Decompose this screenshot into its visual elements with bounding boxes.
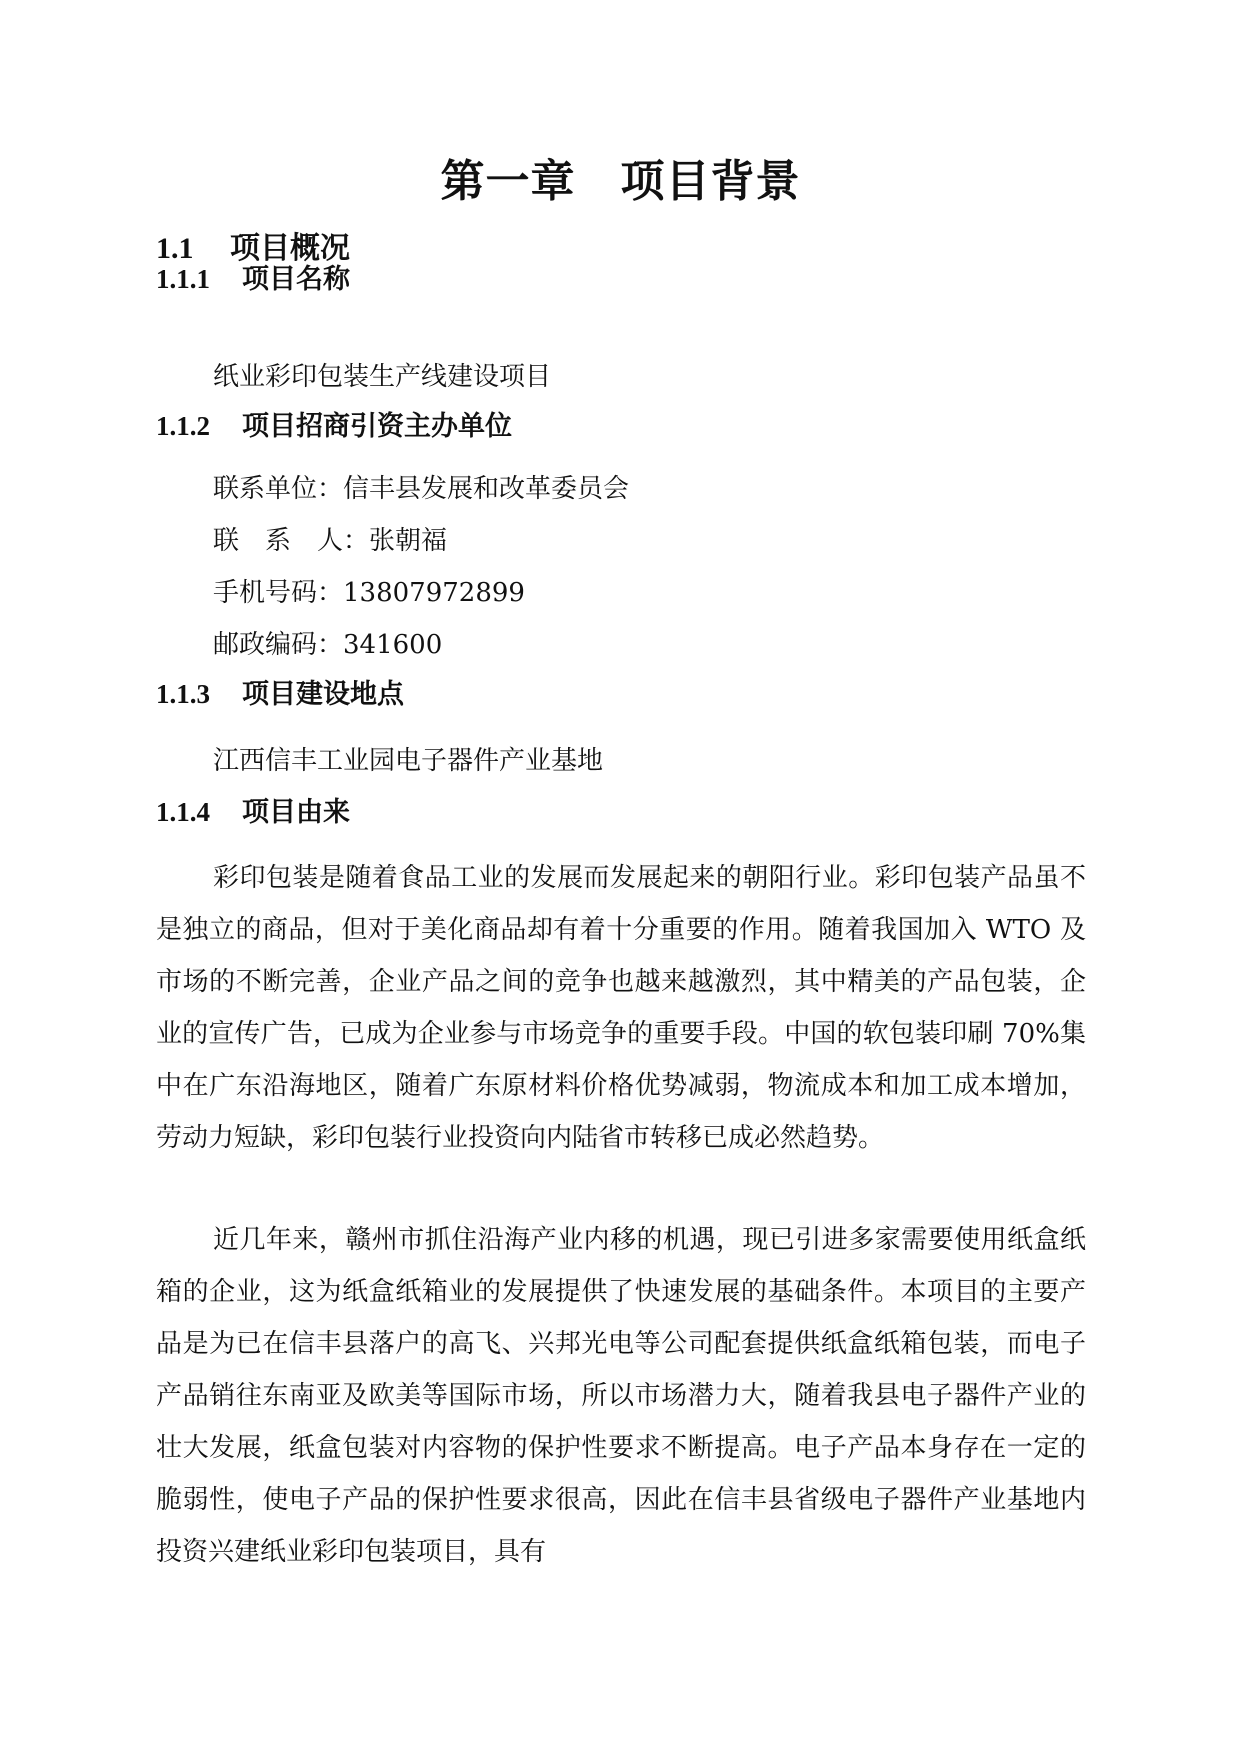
subsection-number: 1.1.1 xyxy=(156,264,210,294)
contact-unit-line: 联系单位：信丰县发展和改革委员会 xyxy=(213,474,630,504)
origin-paragraph-1: 彩印包装是随着食品工业的发展而发展起来的朝阳行业。彩印包装产品虽不是独立的商品，但对于美化商品却有着十分重要的作用。随着我国加入 WTO 及市场的不断完善，企业产品之间的竞争也越来越激烈，其中精美的产品包装，企业的宣传广告，已成为企业参与市场竞争的重要手段。中国的软包装印刷 70%集中在广东沿海地区，随着广东原材料价格优势减弱，物流成本和加工成本增加，劳动力短缺，彩印包装行业投资向内陆省市转移已成必然趋势。 xyxy=(156,863,1086,1153)
subsection-number: 1.1.4 xyxy=(156,797,210,827)
mobile-number-line: 手机号码：13807972899 xyxy=(213,578,525,608)
subsection-number: 1.1.2 xyxy=(156,411,210,441)
project-name-text: 纸业彩印包装生产线建设项目 xyxy=(213,362,552,392)
postal-code-line: 邮政编码：341600 xyxy=(213,630,443,660)
contact-person-line: 联 系 人：张朝福 xyxy=(213,526,448,556)
subsection-title: 项目名称 xyxy=(242,264,350,295)
section-number: 1.1 xyxy=(156,232,194,265)
subsection-heading-1-1-1 xyxy=(156,259,350,300)
subsection-title: 项目由来 xyxy=(242,797,350,828)
subsection-title: 项目招商引资主办单位 xyxy=(242,411,512,442)
project-location-text: 江西信丰工业园电子器件产业基地 xyxy=(213,746,604,776)
subsection-title: 项目建设地点 xyxy=(242,679,404,710)
subsection-heading-1-1-2 xyxy=(156,406,512,447)
subsection-number: 1.1.3 xyxy=(156,679,210,709)
subsection-heading-1-1-4 xyxy=(156,792,350,833)
chapter-title: 第一章 项目背景 xyxy=(440,156,801,207)
subsection-heading-1-1-3 xyxy=(156,674,404,715)
section-title: 项目概况 xyxy=(230,231,350,266)
origin-paragraph-2: 近几年来，赣州市抓住沿海产业内移的机遇，现已引进多家需要使用纸盒纸箱的企业，这为纸盒纸箱业的发展提供了快速发展的基础条件。本项目的主要产品是为已在信丰县落户的高飞、兴邦光电等公司配套提供纸盒纸箱包装，而电子产品销往东南亚及欧美等国际市场，所以市场潜力大，随着我县电子器件产业的壮大发展，纸盒包装对内容物的保护性要求不断提高。电子产品本身存在一定的脆弱性，使电子产品的保护性要求很高，因此在信丰县省级电子器件产业基地内投资兴建纸业彩印包装项目，具有 xyxy=(156,1225,1086,1567)
